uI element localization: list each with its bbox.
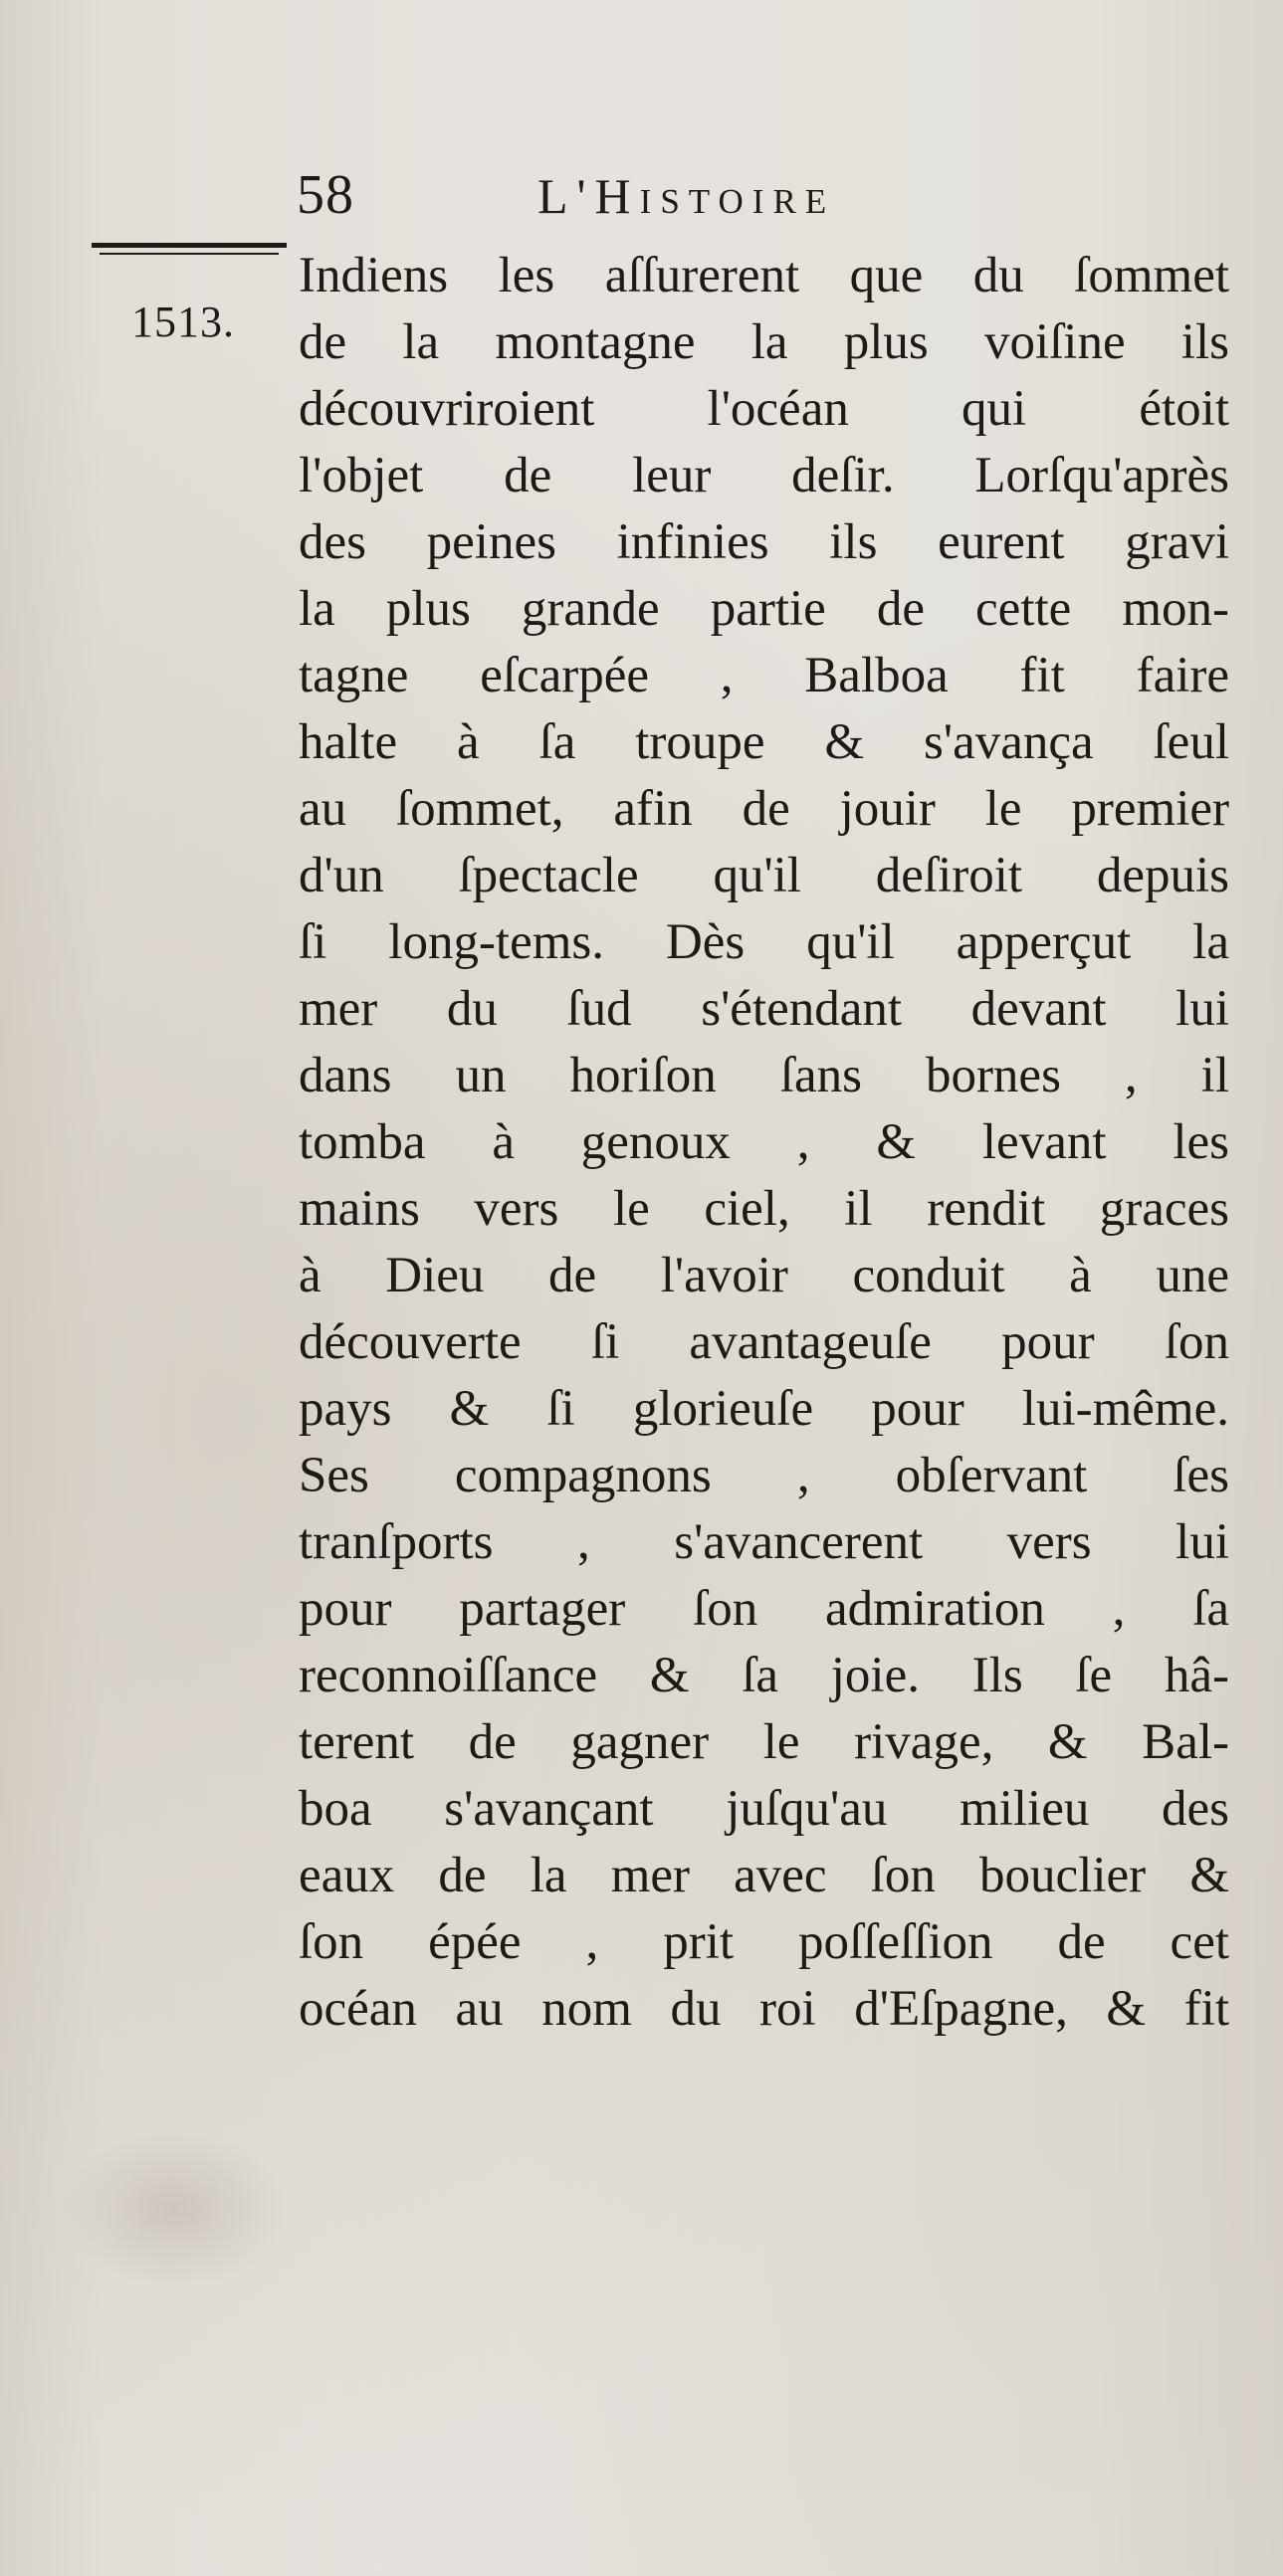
text-line: tagne eſcarpée , Balboa fit faire	[299, 648, 1229, 703]
text-line: à Dieu de l'avoir conduit à une	[299, 1248, 1229, 1303]
text-line: Indiens les aſſurerent que du ſommet	[299, 248, 1229, 303]
text-line: boa s'avançant juſqu'au milieu des	[299, 1781, 1229, 1837]
text-line: tomba à genoux , & levant les	[299, 1114, 1229, 1170]
header-rule-thin	[100, 253, 279, 255]
header-rule	[92, 243, 287, 248]
text-line: au ſommet, afin de jouir le premier	[299, 781, 1229, 837]
text-line: pour partager ſon admiration , ſa	[299, 1581, 1229, 1637]
text-line: découvriroient l'océan qui étoit	[299, 381, 1229, 437]
running-head: L'Histoire	[537, 168, 836, 224]
paper-stain	[60, 2129, 289, 2288]
text-line: dans un horiſon ſans bornes , il	[299, 1048, 1229, 1103]
text-line: mer du ſud s'étendant devant lui	[299, 981, 1229, 1037]
text-line: ſi long-tems. Dès qu'il apperçut la	[299, 914, 1229, 970]
text-line: tranſports , s'avancerent vers lui	[299, 1514, 1229, 1570]
text-line: océan au nom du roi d'Eſpagne, & fit	[299, 1981, 1229, 2037]
text-line: eaux de la mer avec ſon bouclier &	[299, 1848, 1229, 1903]
text-line: l'objet de leur deſir. Lorſqu'après	[299, 448, 1229, 503]
text-line: découverte ſi avantageuſe pour ſon	[299, 1314, 1229, 1370]
text-line: d'un ſpectacle qu'il deſiroit depuis	[299, 848, 1229, 903]
text-line: halte à ſa troupe & s'avança ſeul	[299, 714, 1229, 770]
body-text	[299, 243, 1229, 2043]
text-line: ſon épée , prit poſſeſſion de cet	[299, 1914, 1229, 1970]
text-line: la plus grande partie de cette mon-	[299, 581, 1229, 637]
margin-year-note: 1513.	[131, 297, 235, 346]
page-number: 58	[297, 164, 354, 226]
text-line: de la montagne la plus voiſine ils	[299, 314, 1229, 370]
text-line: pays & ſi glorieuſe pour lui-même.	[299, 1381, 1229, 1437]
text-line: mains vers le ciel, il rendit graces	[299, 1181, 1229, 1237]
text-line: des peines infinies ils eurent gravi	[299, 514, 1229, 570]
text-line: reconnoiſſance & ſa joie. Ils ſe hâ-	[299, 1648, 1229, 1703]
text-line: terent de gagner le rivage, & Bal-	[299, 1714, 1229, 1770]
text-line: Ses compagnons , obſervant ſes	[299, 1448, 1229, 1503]
